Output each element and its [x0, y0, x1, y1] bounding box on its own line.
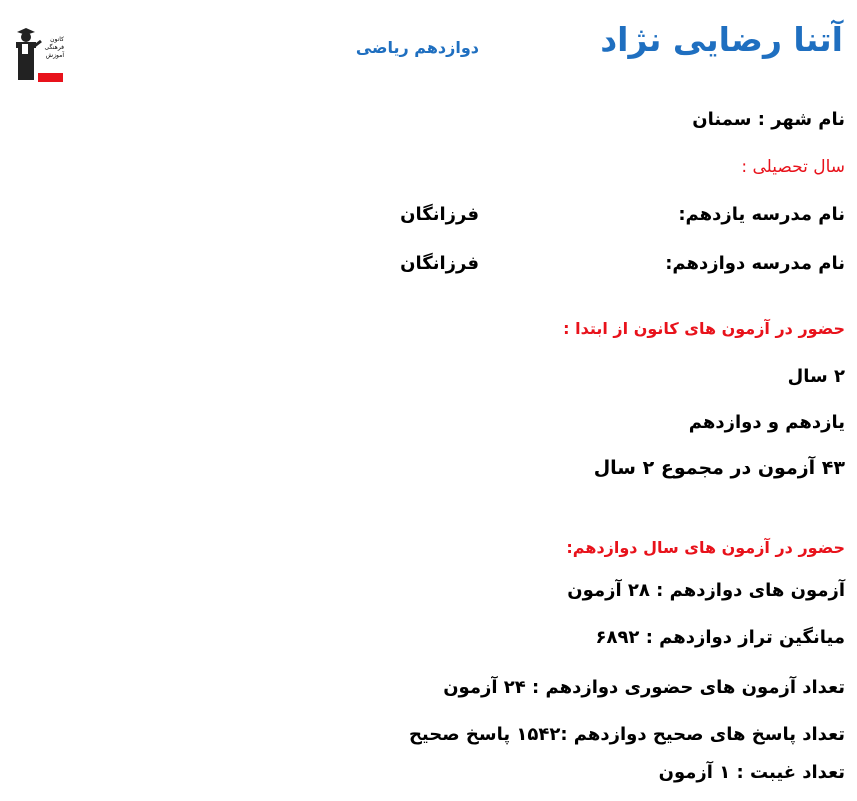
grade12-absences: تعداد غیبت : ۱ آزمون [658, 762, 845, 783]
school-12-value: فرزانگان [400, 253, 479, 274]
grade12-in-person: تعداد آزمون های حضوری دوازدهم : ۲۴ آزمون [443, 677, 845, 698]
grade12-avg-score: میانگین تراز دوازدهم : ۶۸۹۲ [595, 627, 845, 648]
grade12-correct: تعداد پاسخ های صحیح دوازدهم :۱۵۴۲ پاسخ صحیح [408, 724, 845, 745]
grade-field: دوازدهم ریاضی [355, 38, 479, 57]
academic-year-label: سال تحصیلی : [741, 157, 845, 177]
school-12-label: نام مدرسه دوازدهم: [665, 253, 845, 274]
logo-text [37, 36, 64, 70]
city-line: نام شهر : سمنان [692, 109, 845, 130]
school-11-value: فرزانگان [400, 204, 479, 225]
logo-word: کانون [50, 36, 64, 43]
logo-badge-text: قلم چی [44, 62, 64, 69]
school-11-label: نام مدرسه یازدهم: [678, 204, 845, 225]
attendance-total: ۴۳ آزمون در مجموع ۲ سال [593, 457, 845, 479]
logo-word: آموزش [45, 52, 64, 59]
kanoon-logo [13, 28, 65, 84]
attendance-12-heading: حضور در آزمون های سال دوازدهم: [566, 538, 845, 557]
grade12-exams: آزمون های دوازدهم : ۲۸ آزمون [567, 580, 845, 601]
attendance-years: ۲ سال [787, 366, 845, 387]
logo-word: فرهنگی [44, 44, 64, 51]
attendance-start-heading: حضور در آزمون های کانون از ابتدا : [563, 319, 845, 338]
attendance-grades: یازدهم و دوازدهم [688, 412, 845, 433]
student-name: آتنا رضایی نژاد [600, 20, 843, 59]
